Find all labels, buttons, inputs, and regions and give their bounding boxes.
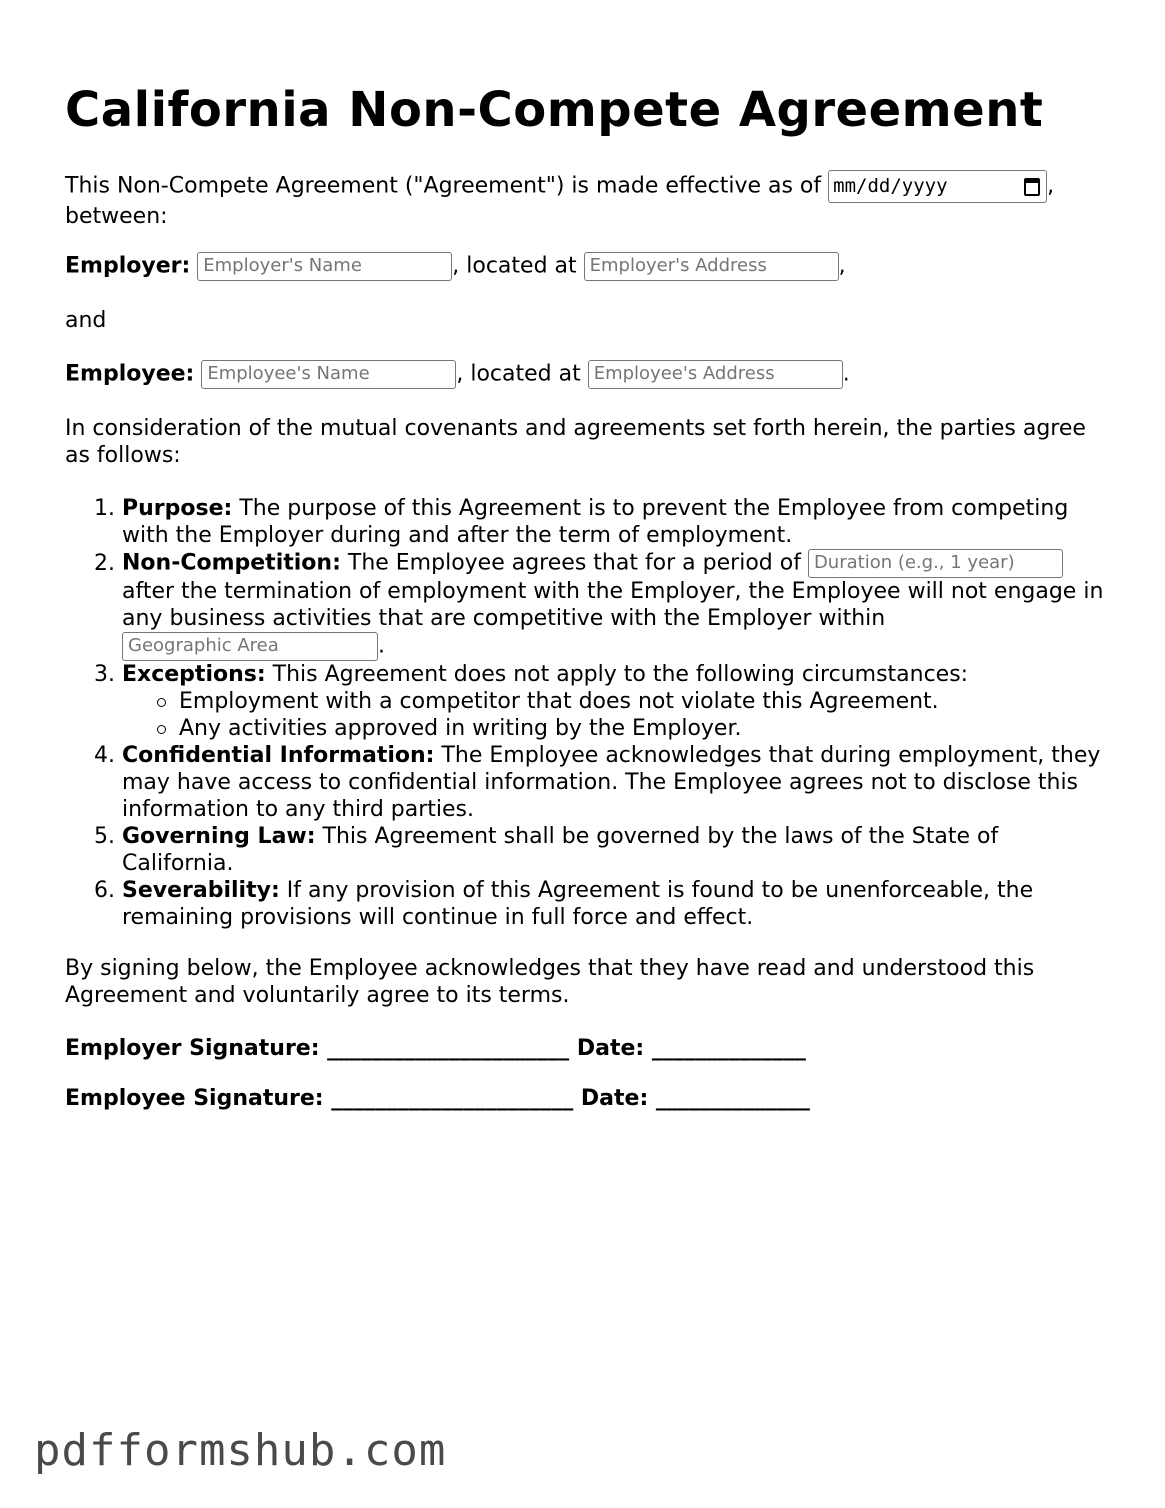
employer-signature-line: Employer Signature: ______________________ Date: ______________ bbox=[65, 1036, 806, 1061]
clause-text: The purpose of this Agreement is to prevent the Employee from competing with the Employer during and after the term of employment. bbox=[122, 496, 1069, 548]
intro-text: This Non-Compete Agreement ("Agreement") is made effective as of bbox=[65, 173, 822, 199]
employer-name-input[interactable]: Employer's Name bbox=[197, 252, 452, 281]
clause-heading: Confidential Information: bbox=[122, 743, 435, 768]
clauses-list bbox=[65, 495, 1105, 931]
clause-heading: Governing Law: bbox=[122, 824, 316, 849]
employee-name-input[interactable]: Employee's Name bbox=[201, 360, 456, 389]
clause-text: after the termination of employment with the Employer, the Employee will not engage in any business activities that are competitive with the Employer within bbox=[122, 579, 1104, 631]
calendar-icon[interactable] bbox=[1024, 178, 1040, 196]
list-item: Any activities approved in writing by the Employer. bbox=[179, 715, 1105, 742]
clause-purpose bbox=[122, 495, 1105, 549]
list-item: Employment with a competitor that does not violate this Agreement. bbox=[179, 688, 1105, 715]
date-placeholder: mm/dd/yyyy bbox=[833, 175, 948, 197]
intro-comma: , bbox=[1047, 173, 1055, 199]
employee-located-at: , located at bbox=[456, 361, 581, 387]
document-page bbox=[65, 80, 1105, 1135]
clause-heading: Purpose: bbox=[122, 496, 233, 521]
effective-date-input[interactable] bbox=[828, 170, 1047, 203]
watermark-text: pdfformshub.com bbox=[34, 1425, 447, 1476]
employee-label: Employee: bbox=[65, 361, 195, 387]
clause-heading: Severability: bbox=[122, 878, 280, 903]
clause-non-competition bbox=[122, 549, 1105, 661]
employer-address-input[interactable]: Employer's Address bbox=[584, 252, 839, 281]
geographic-area-input[interactable]: Geographic Area bbox=[122, 632, 378, 661]
clause-exceptions bbox=[122, 661, 1105, 742]
employee-suffix: . bbox=[842, 361, 850, 387]
clause-heading: Non-Competition: bbox=[122, 550, 341, 576]
intro-between: between: bbox=[65, 204, 168, 229]
employer-suffix: , bbox=[838, 253, 846, 279]
employer-line bbox=[65, 252, 1105, 281]
employer-located-at: , located at bbox=[452, 253, 577, 279]
employee-signature-line: Employee Signature: ______________________ Date: ______________ bbox=[65, 1086, 810, 1111]
document-title: California Non-Compete Agreement bbox=[65, 82, 1044, 138]
clause-heading: Exceptions: bbox=[122, 662, 266, 687]
intro-paragraph bbox=[65, 170, 1105, 230]
exceptions-list bbox=[122, 688, 1105, 742]
clause-confidential bbox=[122, 742, 1105, 823]
clause-governing-law bbox=[122, 823, 1105, 877]
clause-text: This Agreement does not apply to the following circumstances: bbox=[272, 662, 969, 687]
duration-input[interactable]: Duration (e.g., 1 year) bbox=[808, 549, 1063, 578]
clause-text: This Agreement shall be governed by the laws of the State of California. bbox=[122, 824, 999, 876]
and-text: and bbox=[65, 308, 107, 333]
employee-address-input[interactable]: Employee's Address bbox=[588, 360, 843, 389]
clause-text: The Employee agrees that for a period of bbox=[347, 550, 801, 576]
clause-severability bbox=[122, 877, 1105, 931]
clause-text: If any provision of this Agreement is found to be unenforceable, the remaining provisions will continue in full force and effect. bbox=[122, 878, 1034, 930]
employer-label: Employer: bbox=[65, 253, 191, 279]
closing-paragraph: By signing below, the Employee acknowledges that they have read and understood this Agreement and voluntarily agree to its terms. bbox=[65, 956, 1035, 1008]
employee-line bbox=[65, 360, 1105, 389]
consideration-paragraph: In consideration of the mutual covenants and agreements set forth herein, the parties agree as follows: bbox=[65, 416, 1086, 468]
clause-text: The Employee acknowledges that during employment, they may have access to confidential information. The Employee agrees not to disclose this information to any third parties. bbox=[122, 743, 1101, 822]
clause-period: . bbox=[378, 633, 385, 659]
